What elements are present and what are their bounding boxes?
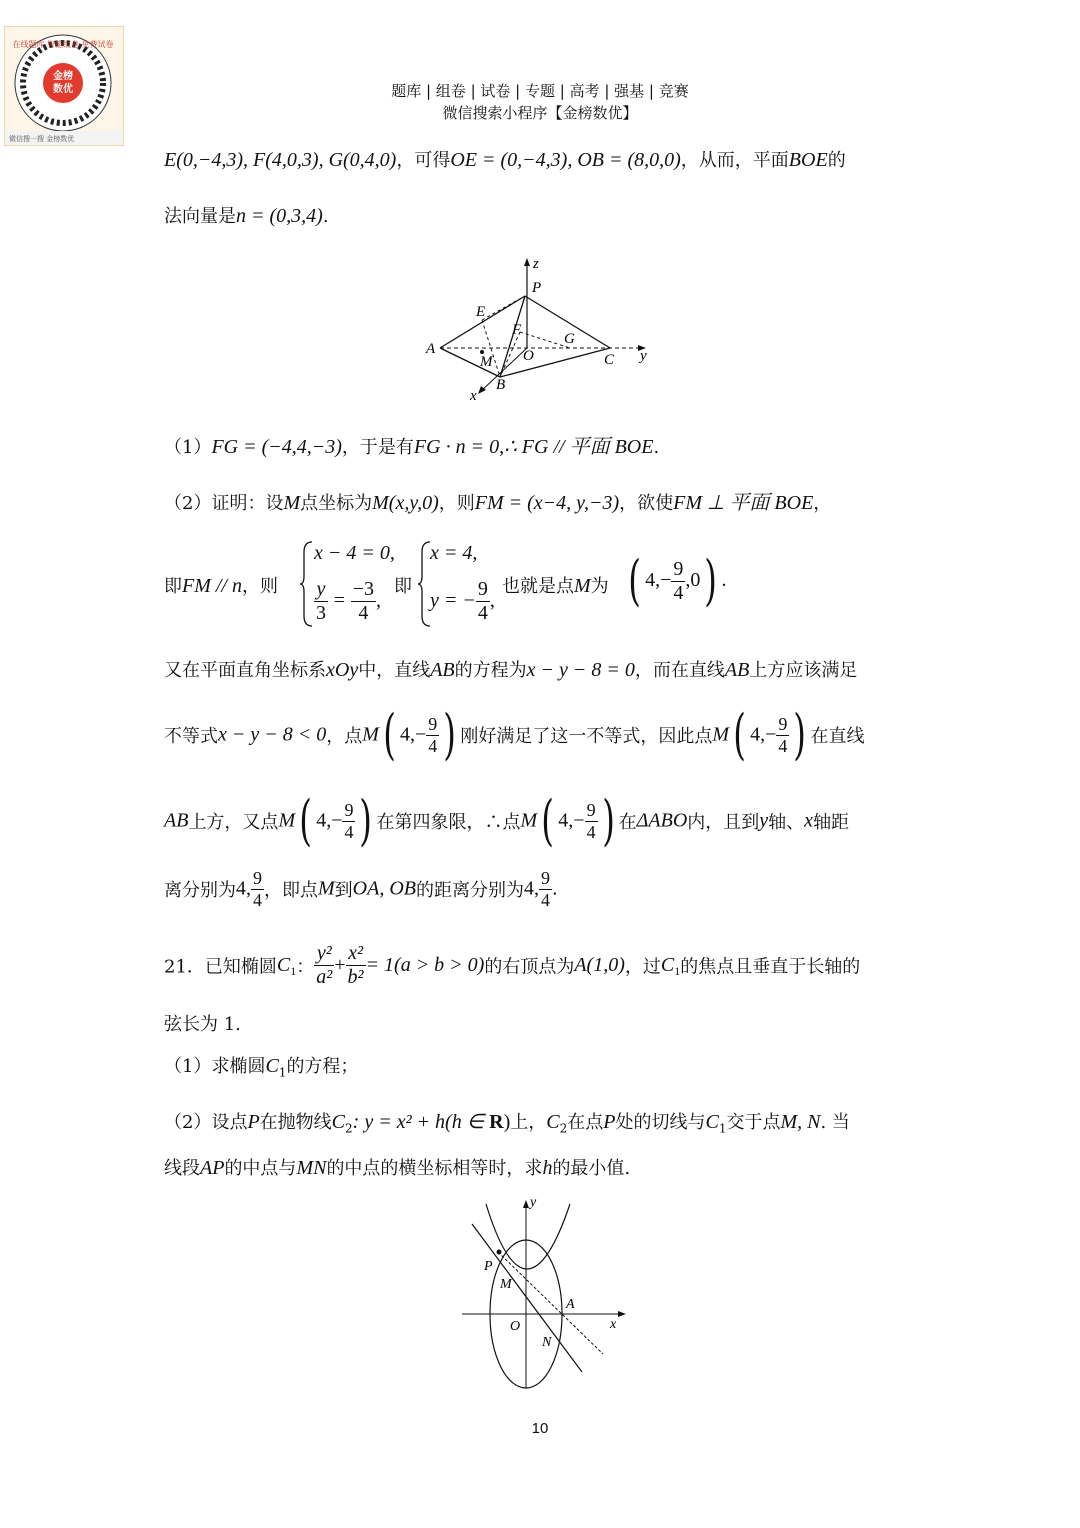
label-n: N xyxy=(542,1335,552,1350)
label-p: P xyxy=(484,1259,493,1274)
frac-den: 4 xyxy=(586,821,596,842)
text-line-t3: AB上方，又点M( 4,− $\frac{9}{4}$ ) 在第四象限，∴点M( 4,− $\frac{9}{4}$ ) 在ΔABO内，且到y轴、x轴距 xyxy=(164,789,850,852)
triangle-abo: ΔABO xyxy=(636,809,688,832)
frac-num: −3 xyxy=(352,578,375,600)
num: 4, xyxy=(524,877,539,900)
text: ，于是有 xyxy=(341,437,414,458)
text: 交于点 xyxy=(726,1112,781,1133)
var-m: M xyxy=(520,809,538,832)
frac-den: b² xyxy=(347,966,364,988)
period: . xyxy=(721,569,727,591)
frac-den: 4 xyxy=(673,581,684,604)
text: 法向量是 xyxy=(164,206,236,227)
text: （2）证明：设 xyxy=(164,493,284,514)
vector-fm: FM = (x−4, y,−3) xyxy=(474,492,620,514)
frac-num: 9 xyxy=(541,868,550,888)
label-m: M xyxy=(480,354,493,370)
part-1 xyxy=(164,430,659,459)
var-m: M xyxy=(278,809,296,832)
label-y: y xyxy=(530,1195,537,1210)
question-21-cont: 弦长为 1. xyxy=(164,1014,241,1035)
text: 内，且到 xyxy=(687,812,760,833)
label-p: P xyxy=(532,280,542,296)
text: （1） xyxy=(164,437,212,458)
text: 即 xyxy=(164,576,182,597)
eq-x: x − 4 = 0, xyxy=(314,542,395,564)
var-p: P xyxy=(603,1111,616,1133)
m-point: ( 4,− $\frac{9}{4}$ ,0) . xyxy=(628,549,727,612)
frac-den: 4 xyxy=(344,821,354,842)
var-y: y xyxy=(759,809,769,832)
reals: R xyxy=(489,1111,504,1133)
frac-den: 4 xyxy=(541,889,550,910)
frac-num: 9 xyxy=(428,713,438,734)
text: ，可得 xyxy=(396,150,451,171)
frac-num: 9 xyxy=(344,799,354,820)
text: 21．已知椭圆 xyxy=(164,956,277,978)
question-21-part2 xyxy=(164,1108,850,1136)
frac-den: 4 xyxy=(778,735,788,756)
text: 不等式 xyxy=(164,726,218,747)
var-p: P xyxy=(247,1111,260,1133)
text: 的方程为 xyxy=(454,660,527,681)
text: ，欲使 xyxy=(619,493,674,514)
text: 点坐标为 xyxy=(300,493,373,514)
line-eq: x − y − 8 = 0 xyxy=(526,659,635,681)
text: 即 xyxy=(394,576,412,597)
point-a: A(1,0) xyxy=(574,954,625,976)
text: ，过 xyxy=(624,956,661,978)
cond: = 1(a > b > 0) xyxy=(365,954,485,976)
header-wechat: 微信搜索小程序【金榜数优】 xyxy=(442,104,638,122)
m-x: 4,− xyxy=(558,809,585,832)
ab: AB xyxy=(724,659,750,681)
fg-parallel: FG · n = 0,∴ FG // 平面 BOE xyxy=(413,436,654,458)
text-line-t4 xyxy=(164,868,558,924)
label-m: M xyxy=(500,1277,512,1292)
question-21-part2-cont xyxy=(164,1154,630,1180)
eq-x4: x = 4, xyxy=(430,542,478,564)
m-coords: M(x,y,0) xyxy=(372,492,439,514)
fm-parallel-n: FM // n xyxy=(182,575,242,597)
text-line-t2: 不等式x − y − 8 < 0，点M( 4,− $\frac{9}{4}$ ) 刚好满足了这一不等式，因此点M( 4,− $\frac{9}{4}$ ) 在直线 xyxy=(164,703,865,766)
text: 线段 xyxy=(164,1158,200,1179)
equals: = xyxy=(333,589,346,612)
text-line-t1 xyxy=(164,656,857,682)
plane-name: BOE xyxy=(788,149,828,171)
logo-ring-text: 在线题库 智能组卷 免费试卷 xyxy=(12,40,114,49)
figure-pyramid xyxy=(420,252,660,404)
m-z: ,0 xyxy=(685,569,701,591)
ab: AB xyxy=(430,659,455,681)
text: . xyxy=(653,437,660,458)
plus: + xyxy=(334,954,346,976)
coords-efg: E(0,−4,3), F(4,0,3), G(0,4,0) xyxy=(164,149,397,171)
frac-num: y xyxy=(314,578,328,602)
frac-den: 4 xyxy=(253,889,262,910)
m-x: 4,− xyxy=(316,809,343,832)
paren: ) xyxy=(503,1111,511,1133)
label-z: z xyxy=(533,256,539,272)
brace-left-1 xyxy=(300,540,314,628)
text: 离分别为 xyxy=(164,880,236,902)
frac-num: y² xyxy=(314,942,334,966)
m-x: 4,− xyxy=(400,723,427,746)
label-a: A xyxy=(566,1297,575,1312)
num: 4, xyxy=(236,877,251,900)
text: . xyxy=(322,206,329,227)
sub: 2 xyxy=(559,1121,568,1136)
var-m: M xyxy=(283,492,301,514)
c: C xyxy=(276,954,291,976)
vectors-oe-ob: OE = (0,−4,3), OB = (8,0,0) xyxy=(450,149,681,171)
label-f: F xyxy=(512,322,522,338)
var-m: M xyxy=(712,723,730,746)
xoy: xOy xyxy=(326,659,359,681)
label-g: G xyxy=(564,331,575,347)
text: （2）设点 xyxy=(164,1112,248,1133)
part-2 xyxy=(164,486,831,515)
oa-ob: OA, OB xyxy=(352,877,416,900)
text: 处的切线与 xyxy=(615,1112,706,1133)
frac-num: 9 xyxy=(673,557,684,580)
sys-prefix xyxy=(164,572,278,598)
text: 上方，又点 xyxy=(188,812,279,833)
header-nav: 题库 | 组卷 | 试卷 | 专题 | 高考 | 强基 | 竞赛 xyxy=(391,82,689,100)
label-a: A xyxy=(426,341,436,357)
var-m: M xyxy=(318,877,335,900)
frac-den: 4 xyxy=(358,602,369,624)
text: 上方应该满足 xyxy=(749,660,858,681)
sys-suffix xyxy=(502,572,609,598)
ap: AP xyxy=(200,1157,225,1179)
normal-vector: n = (0,3,4) xyxy=(236,205,323,227)
comma: , xyxy=(376,589,382,612)
text: 的最小值. xyxy=(552,1158,631,1179)
logo-center-top: 金榜 xyxy=(53,71,73,82)
text: 也就是点 xyxy=(502,576,574,597)
text: 在点 xyxy=(567,1112,604,1133)
eq-y xyxy=(430,578,495,625)
label-b: B xyxy=(496,377,506,393)
y-minus: y = − xyxy=(430,589,476,612)
var-x: x xyxy=(804,809,814,832)
text: ： xyxy=(296,956,315,978)
text: 又在平面直角坐标系 xyxy=(164,660,326,681)
text: 刚好满足了这一不等式，因此点 xyxy=(460,726,713,747)
c: C xyxy=(660,954,675,976)
text: （1）求椭圆 xyxy=(164,1056,266,1077)
eq-ratio xyxy=(314,578,381,625)
sub: 1 xyxy=(290,964,297,979)
logo-center-bottom: 数优 xyxy=(53,84,73,95)
sub: 1 xyxy=(674,964,681,979)
var-m: M xyxy=(362,723,379,746)
frac-den: a² xyxy=(316,966,333,988)
text: 在 xyxy=(618,812,637,833)
frac-num: 9 xyxy=(778,713,788,734)
frac-num: x² xyxy=(346,942,366,966)
question-21 xyxy=(164,942,860,996)
text: ，点 xyxy=(326,726,363,747)
text: ，则 xyxy=(438,493,475,514)
text: 的中点与 xyxy=(224,1158,297,1179)
frac-den: 4 xyxy=(428,735,438,756)
text: 上， xyxy=(510,1112,547,1133)
parabola: : y = x² + h(h ∈ xyxy=(352,1111,490,1133)
frac-num: 9 xyxy=(253,868,262,888)
c: C xyxy=(546,1111,560,1133)
text: 在抛物线 xyxy=(259,1112,332,1133)
mn: MN xyxy=(296,1157,327,1179)
m-x: 4,− xyxy=(645,569,672,591)
text: ，从而，平面 xyxy=(680,150,789,171)
c: C xyxy=(265,1055,279,1077)
text: . 当 xyxy=(820,1112,850,1133)
label-c: C xyxy=(604,352,615,368)
text: 在第四象限，∴点 xyxy=(376,812,521,833)
frac-num: 9 xyxy=(586,799,596,820)
frac-den: 4 xyxy=(477,602,488,624)
label-x: x xyxy=(610,1317,617,1332)
text: 在直线 xyxy=(810,726,865,747)
c: C xyxy=(331,1111,346,1133)
label-o: O xyxy=(510,1319,521,1334)
frac-den: 3 xyxy=(316,602,326,624)
text: 为 xyxy=(590,576,609,597)
m-x: 4,− xyxy=(750,723,777,746)
text: 到 xyxy=(334,880,353,902)
frac-num: 9 xyxy=(477,578,488,600)
page-number: 10 xyxy=(531,1420,549,1437)
comma: , xyxy=(489,589,495,612)
question-21-part1 xyxy=(164,1052,358,1080)
text: 中，直线 xyxy=(358,660,431,681)
vector-fg: FG = (−4,4,−3) xyxy=(211,436,342,458)
logo-footer: 微信搜一搜 金榜数优 xyxy=(9,135,75,143)
ineq: x − y − 8 < 0 xyxy=(218,723,327,746)
text: 轴、 xyxy=(768,812,805,833)
text: 的右顶点为 xyxy=(484,956,575,978)
text: ，即点 xyxy=(264,880,318,902)
text: 轴距 xyxy=(813,812,850,833)
text: 的中点的横坐标相等时，求 xyxy=(326,1158,543,1179)
label-o: O xyxy=(523,348,534,364)
body-line-2 xyxy=(164,202,329,228)
sub: 1 xyxy=(278,1065,287,1080)
text: 的焦点且垂直于长轴的 xyxy=(680,956,861,978)
mn: M, N xyxy=(780,1111,821,1133)
sub: 1 xyxy=(718,1121,727,1136)
body-line-1 xyxy=(164,146,846,172)
label-e: E xyxy=(476,304,486,320)
label-x: x xyxy=(470,388,477,404)
var-m: M xyxy=(574,575,591,597)
fm-perp: FM ⊥ 平面 BOE xyxy=(673,492,814,514)
ab: AB xyxy=(164,809,189,832)
var-h: h xyxy=(542,1157,553,1179)
text: ，而在直线 xyxy=(634,660,725,681)
sub: 2 xyxy=(345,1121,353,1136)
text: . xyxy=(552,878,558,900)
c: C xyxy=(705,1111,719,1133)
figure-ellipse-parabola xyxy=(458,1194,638,1390)
text: 的 xyxy=(827,150,846,171)
text: ，则 xyxy=(242,576,278,597)
text: ， xyxy=(813,493,832,514)
text: 的方程； xyxy=(286,1056,359,1077)
label-y: y xyxy=(640,348,647,364)
text: 的距离分别为 xyxy=(416,880,524,902)
